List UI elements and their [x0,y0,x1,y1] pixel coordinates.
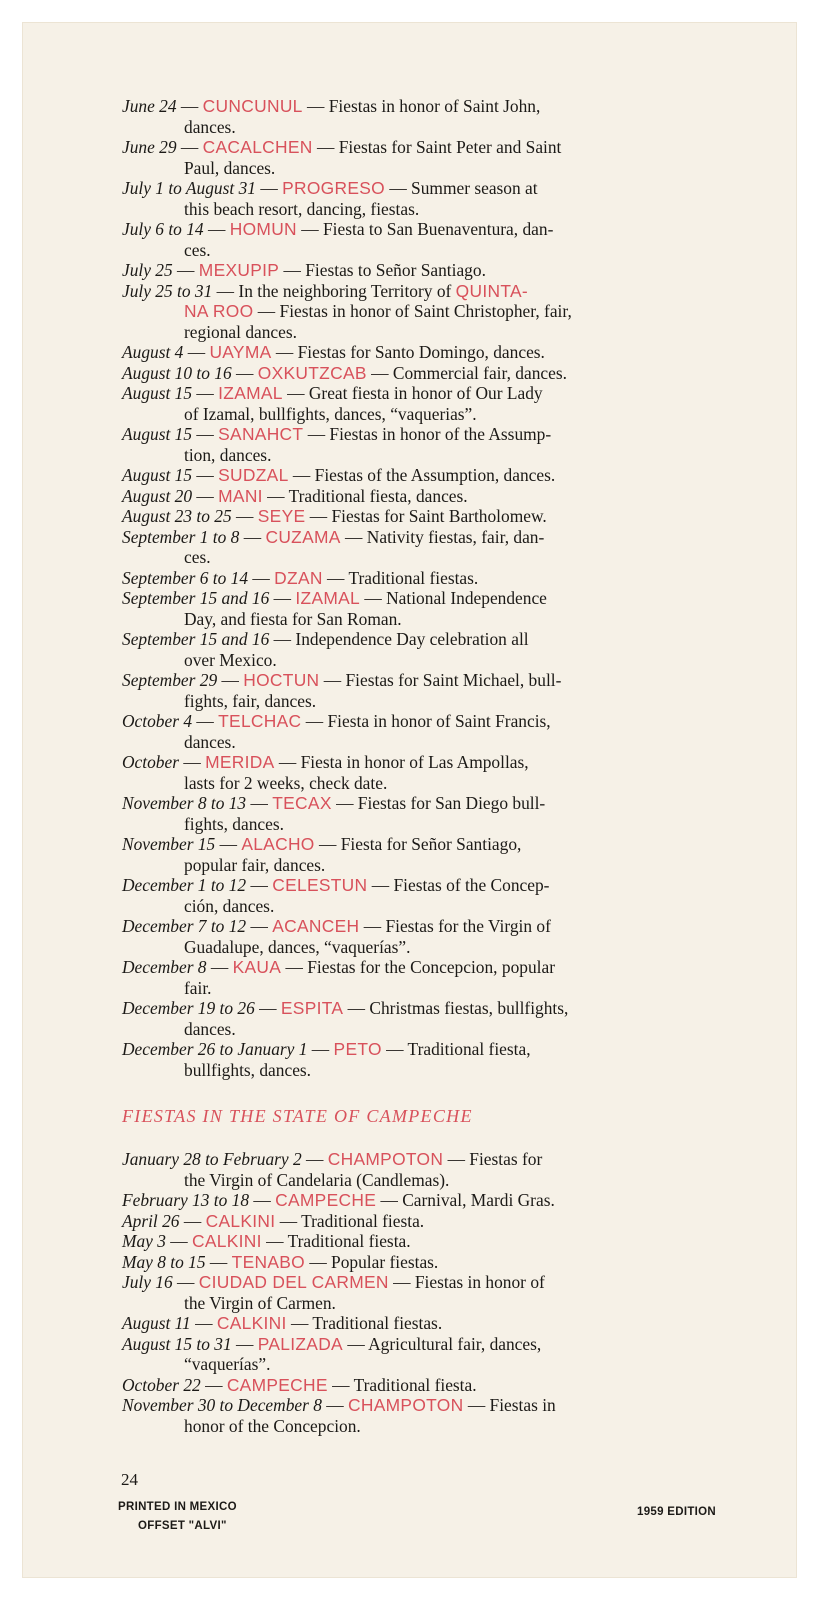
entry-first-line [122,506,722,527]
entry-first-line [122,1211,722,1232]
entry-dash: — [231,362,258,383]
entry-dash: — [205,1251,232,1272]
entry-continuation [122,404,722,425]
fiesta-entry [122,96,722,137]
entry-continuation [122,814,722,835]
entry-text: — Fiesta in honor of Saint Francis, [301,711,551,731]
entry-continuation [122,1354,722,1375]
fiesta-entry [122,363,722,384]
entry-first-line [122,793,722,814]
entry-dash: — [206,957,233,977]
entry-place: CUNCUNUL [202,96,303,116]
entry-text: fair. [184,977,212,998]
fiesta-entry [122,1272,722,1313]
entry-dash: — [192,383,219,403]
entry-text: — Fiestas for Santo Domingo, dances. [271,342,545,362]
entry-continuation [122,1293,722,1314]
entry-text: — Traditional fiesta. [327,1374,477,1395]
fiesta-entry [122,752,722,793]
entry-date: August 23 to 25 [122,506,232,526]
entry-first-line [122,752,722,773]
entry-text: — Fiesta in honor of Las Ampollas, [274,752,529,772]
entry-text: — National Independence [360,588,547,608]
entry-continuation [122,547,722,568]
entry-text: fights, dances. [184,813,284,834]
entry-date: September 6 to 14 [122,567,249,588]
entry-text: popular fair, dances. [184,854,326,875]
entry-dash: — [301,1149,328,1169]
entry-text: — Fiestas in [463,1395,556,1415]
entry-dash: — [249,1190,276,1210]
entry-date: May 3 [122,1231,166,1251]
fiesta-entry [122,465,722,486]
entry-text: this beach resort, dancing, fiestas. [184,198,420,219]
entry-dash: — [231,506,258,526]
entry-place: HOMUN [229,219,297,239]
entry-first-line [122,1190,722,1211]
entry-text: over Mexico. [184,649,277,670]
entry-text: Guadalupe, dances, “vaquerías”. [184,936,411,957]
fiesta-entry [122,219,722,260]
entry-first-line [122,260,722,281]
entry-date: October 22 [122,1374,201,1395]
fiesta-entry [122,281,722,343]
entry-first-line [122,568,722,589]
entry-place: DZAN [274,567,323,588]
fiesta-entry [122,711,722,752]
fiesta-list [122,96,722,1436]
entry-text: — Independence Day celebration all [269,629,529,649]
entry-place: MERIDA [205,752,275,772]
entry-text: — Fiestas for Saint Bartholomew. [305,506,547,526]
entry-date: April 26 [122,1210,180,1231]
entry-place: QUINTA- [455,280,528,301]
entry-text: — Traditional fiestas. [322,567,479,588]
entry-text: — Fiesta to San Buenaventura, dan- [296,219,554,239]
entry-place: CELESTUN [272,875,368,895]
fiesta-entry [122,1334,722,1375]
fiesta-entry [122,1149,722,1190]
entry-first-line [122,178,722,199]
entry-text: — Fiestas of the Assumption, dances. [288,465,556,485]
footer-offset: OFFSET "ALVI" [138,1520,227,1532]
entry-dash: — [255,178,283,198]
fiesta-entry [122,1252,722,1273]
entry-date: February 13 to 18 [122,1190,250,1210]
entry-date: August 11 [122,1313,191,1333]
entry-first-line [122,281,722,302]
entry-text: — Agricultural fair, dances, [342,1333,542,1354]
entry-first-line [122,1231,722,1252]
entry-date: July 16 [122,1272,173,1292]
entry-text: Day, and fiesta for San Roman. [184,608,402,629]
entry-continuation [122,978,722,999]
entry-continuation: regional dances. [184,321,297,342]
entry-first-line [122,424,722,445]
entry-place: TECAX [272,793,332,813]
entry-first-line [122,383,722,404]
fiesta-entry [122,1375,722,1396]
entry-place: PETO [333,1039,382,1059]
entry-text: ción, dances. [184,895,275,916]
entry-text: dances. [184,116,236,137]
entry-text: the Virgin of Candelaria (Candlemas). [184,1169,450,1190]
entry-place: CALKINI [205,1210,276,1231]
entry-date: December 26 to January 1 [122,1039,308,1059]
fiesta-entry [122,1190,722,1211]
entry-place: SANAHCT [218,424,304,444]
entry-dash: — [192,711,219,731]
fiesta-entry [122,629,722,670]
entry-dash: — [183,342,210,362]
entry-first-line [122,137,722,158]
entry-date: June 24 [122,96,177,116]
entry-text: ces. [184,547,211,567]
entry-continuation [122,240,722,261]
entry-place: IZAMAL [295,588,361,608]
entry-first-line [122,916,722,937]
entry-date: May 8 to 15 [122,1251,206,1272]
footer-printed-in: PRINTED IN MEXICO [118,1501,237,1513]
entry-first-line [122,1252,722,1273]
entry-first-line [122,486,722,507]
fiesta-entry [122,793,722,834]
entry-place: CHAMPOTON [348,1395,464,1415]
entry-continuation [122,301,722,322]
entry-text: — Fiestas for the Concepcion, popular [281,957,555,977]
fiesta-entry [122,486,722,507]
entry-continuation [122,773,722,794]
entry-dash: — [192,424,219,444]
entry-date: December 7 to 12 [122,916,247,936]
entry-place: TENABO [231,1251,305,1272]
entry-continuation [122,117,722,138]
entry-text: “vaquerías”. [184,1354,271,1374]
entry-dash: — [246,875,273,895]
entry-text: — Nativity fiestas, fair, dan- [340,526,545,547]
entry-text: — Traditional fiesta, [381,1039,531,1059]
fiesta-entry [122,957,722,998]
entry-date: November 15 [122,834,216,854]
entry-date: September 15 and 16 [122,588,270,608]
entry-date: September 1 to 8 [122,526,240,547]
entry-place: CAMPECHE [226,1374,328,1395]
fiesta-entry [122,588,722,629]
entry-dash: — [190,1313,217,1333]
entry-dash: — [200,1374,227,1395]
entry-text: — Fiestas in honor of Saint John, [302,96,541,116]
entry-continuation [122,1170,722,1191]
fiesta-entry [122,506,722,527]
entry-date: August 15 [122,424,193,444]
entry-place: OXKUTZCAB [257,362,367,383]
entry-continuation [122,650,722,671]
entry-date: December 19 to 26 [122,998,255,1018]
fiesta-entry [122,527,722,568]
entry-first-line [122,1039,722,1060]
entry-date: August 4 [122,342,184,362]
entry-place: CACALCHEN [202,137,313,157]
entry-text: — Fiestas for San Diego bull- [331,793,546,813]
entry-date: August 15 [122,465,193,485]
entry-date: August 15 [122,383,193,403]
entry-text: — Fiestas in honor of Saint Christopher, fair, [253,301,572,321]
entry-dash: — [179,1210,206,1231]
entry-date: July 25 [122,260,173,280]
entry-place: IZAMAL [218,383,283,403]
entry-dash: — [246,916,273,936]
entry-text: — Carnival, Mardi Gras. [376,1190,555,1210]
entry-first-line [122,588,722,609]
entry-text: of Izamal, bullfights, dances, “vaquerias”. [184,403,477,424]
entry-first-line [122,1395,722,1416]
entry-text: fights, fair, dances. [184,690,317,711]
entry-first-line [122,875,722,896]
entry-date: August 15 to 31 [122,1333,232,1354]
entry-text: — In the neighboring Territory of [212,280,456,301]
entry-date: December 1 to 12 [122,875,247,895]
fiesta-entry [122,834,722,875]
fiesta-entry [122,998,722,1039]
entry-first-line [122,1149,722,1170]
entry-place: PALIZADA [257,1333,343,1354]
fiesta-entry [122,137,722,178]
entry-date: January 28 to February 2 [122,1149,302,1169]
entry-text: — Fiestas for Saint Michael, bull- [319,670,562,690]
entry-text: — Fiestas in honor of [388,1272,545,1292]
entry-continuation [122,855,722,876]
entry-text: — Traditional fiestas. [286,1313,443,1333]
entry-text: — Fiesta for Señor Santiago, [314,834,522,854]
entry-dash: — [176,137,203,157]
entry-dash: — [172,260,199,280]
entry-continuation [122,1060,722,1081]
entry-dash: — [307,1039,334,1059]
fiesta-entry [122,916,722,957]
entry-date: September 29 [122,670,218,690]
entry-first-line [122,1334,722,1355]
entry-dash: — [172,1272,199,1292]
entry-first-line [122,998,722,1019]
entry-continuation [122,937,722,958]
entry-text: tion, dances. [184,444,272,465]
entry-first-line [122,219,722,240]
entry-place: CUZAMA [265,526,341,547]
entry-text: dances. [184,1018,236,1039]
entry-dash: — [231,1333,258,1354]
entry-text: — Fiestas to Señor Santiago. [279,260,486,280]
entry-first-line [122,342,722,363]
entry-dash: — [165,1231,193,1251]
entry-place: HOCTUN [243,670,320,690]
entry-text: — Traditional fiesta. [275,1210,425,1231]
entry-date: October 4 [122,711,193,731]
entry-text: — Traditional fiesta. [261,1231,411,1251]
entry-place: KAUA [232,957,282,977]
fiesta-entry [122,1395,722,1436]
entry-first-line [122,527,722,548]
entry-text: — Fiestas for Saint Peter and Saint [312,137,562,157]
entry-place: CALKINI [192,1231,262,1251]
entry-dash: — [176,96,203,116]
fiesta-entry [122,568,722,589]
entry-first-line [122,363,722,384]
entry-continuation [122,1019,722,1040]
entry-text: bullfights, dances. [184,1059,312,1080]
entry-text: — Christmas fiestas, bullfights, [343,998,569,1018]
entry-text: — Commercial fair, dances. [366,362,567,383]
entry-text: — Great fiesta in honor of Our Lady [282,383,543,403]
entry-date: December 8 [122,957,207,977]
entry-text: — Popular fiestas. [304,1251,439,1272]
entry-dash: — [203,219,230,239]
entry-text: — Summer season at [384,178,538,198]
entry-text: the Virgin of Carmen. [184,1292,336,1313]
footer-edition: 1959 EDITION [637,1506,717,1518]
entry-text: — Fiestas of the Concep- [367,875,550,895]
page-number: 24 [121,1470,138,1489]
fiesta-entry [122,383,722,424]
entry-first-line [122,1313,722,1334]
fiesta-entry [122,424,722,465]
entry-first-line [122,670,722,691]
fiesta-entry [122,670,722,711]
entry-dash: — [269,588,296,608]
entry-continuation [122,896,722,917]
entry-text: ces. [184,239,211,260]
entry-dash: — [321,1395,349,1415]
entry-text: Paul, dances. [184,157,276,178]
fiesta-entry [122,260,722,281]
entry-dash: — [254,998,281,1018]
entry-dash: — [246,793,273,813]
entry-continuation [122,609,722,630]
entry-place: ESPITA [280,998,344,1018]
entry-place: CAMPECHE [275,1190,377,1210]
entry-place: CHAMPOTON [327,1149,444,1169]
entry-date: November 30 to December 8 [122,1395,322,1415]
entry-first-line [122,465,722,486]
entry-dash: — [192,485,219,506]
entry-place: ALACHO [241,834,315,854]
fiesta-entry [122,1211,722,1232]
entry-date: August 20 [122,485,193,506]
entry-place: SUDZAL [218,465,289,485]
entry-place: NA ROO [184,301,254,321]
entry-date: June 29 [122,137,177,157]
entry-first-line [122,1272,722,1293]
entry-first-line [122,96,722,117]
entry-continuation [122,691,722,712]
entry-dash: — [239,526,266,547]
entry-first-line [122,957,722,978]
fiesta-entry [122,1231,722,1252]
entry-dash: — [179,752,206,772]
entry-text: dances. [184,731,236,752]
entry-date: July 1 to August 31 [122,178,256,198]
entry-place: MANI [218,485,263,506]
entry-first-line [122,834,722,855]
entry-dash: — [215,834,242,854]
entry-text: — Fiestas for [443,1149,543,1169]
fiesta-entry [122,1313,722,1334]
entry-first-line [122,629,722,650]
entry-place: MEXUPIP [198,260,280,280]
entry-date: July 25 to 31 [122,280,213,301]
campeche-fiesta-list [122,1149,722,1436]
entry-dash: — [192,465,219,485]
entry-continuation [122,1416,722,1437]
entry-place: SEYE [257,506,306,526]
entry-date: November 8 to 13 [122,793,247,813]
entry-text: — Fiestas for the Virgin of [359,916,551,936]
entry-continuation [122,199,722,220]
fiesta-entry [122,342,722,363]
campeche-section-heading: FIESTAS IN THE STATE OF CAMPECHE [122,1106,473,1126]
entry-text: lasts for 2 weeks, check date. [184,772,388,793]
entry-continuation [122,732,722,753]
entry-dash: — [217,670,244,690]
entry-place: UAYMA [209,342,272,362]
entry-place: CIUDAD DEL CARMEN [198,1272,389,1292]
entry-place: PROGRESO [282,178,385,198]
entry-continuation [122,158,722,179]
fiesta-entry [122,178,722,219]
entry-place: CALKINI [216,1313,287,1333]
entry-text: — Traditional fiesta, dances. [262,485,468,506]
entry-date: August 10 to 16 [122,362,232,383]
entry-text: — Fiestas in honor of the Assump- [303,424,552,444]
entry-date: July 6 to 14 [122,219,204,239]
fiesta-entry [122,875,722,916]
entry-place: ACANCEH [272,916,360,936]
entry-first-line [122,711,722,732]
entry-date: September 15 and 16 [122,629,270,649]
entry-dash: — [248,567,275,588]
entry-text: honor of the Concepcion. [184,1415,361,1436]
yucatan-fiesta-list [122,96,722,1080]
fiesta-entry [122,1039,722,1080]
entry-date: October [122,752,179,772]
entry-first-line [122,1375,722,1396]
entry-continuation [122,445,722,466]
entry-place: TELCHAC [218,711,302,731]
